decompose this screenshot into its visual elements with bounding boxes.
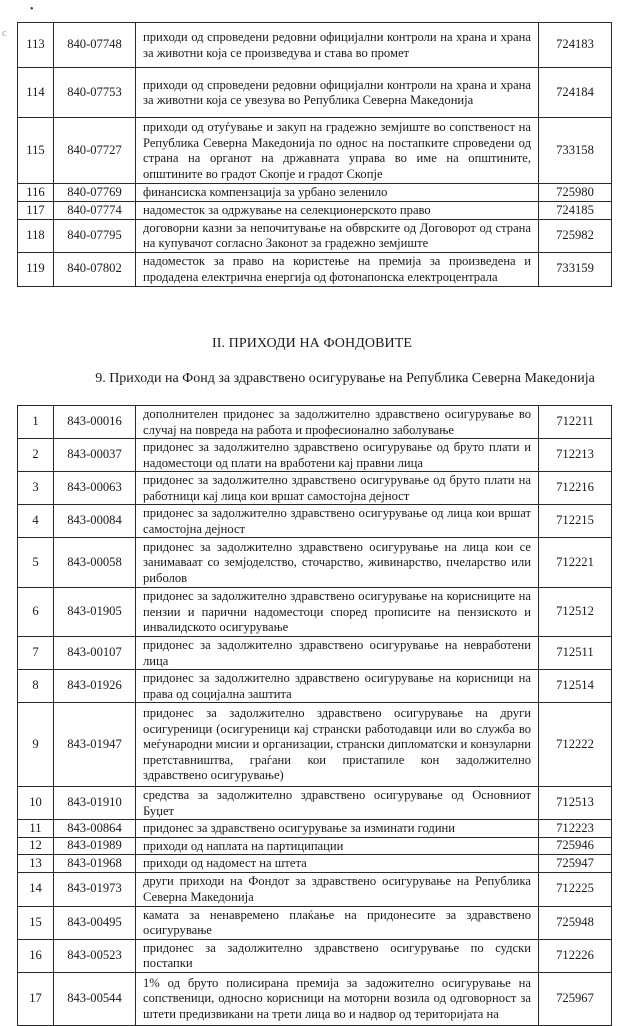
revenue-description: придонес за задолжително здравствено осигурување на корисниците на пензии и парични надоместоци според прописите на пензиското и инвалидското осигурување xyxy=(136,588,539,637)
revenue-code: 843-01973 xyxy=(54,872,136,906)
revenue-description: приходи од наплата на партиципации xyxy=(136,837,539,855)
row-number: 16 xyxy=(18,939,54,972)
revenue-description: други приходи на Фондот за здравствено осигурување на Република Северна Македонија xyxy=(136,872,539,906)
row-number: 119 xyxy=(18,252,54,286)
revenue-description: придонес за задолжително здравствено осигурување на корисници на права од социјална заштита xyxy=(136,670,539,703)
revenue-code: 843-00084 xyxy=(54,505,136,538)
revenue-description: камата за ненавремено плаќање на придонесите за здравствено осигурување xyxy=(136,906,539,939)
revenue-description: приходи од отуѓување и закуп на градежно земјиште во сопственост на Република Северна Македонија по однос на постапките спроведени од страна на органот на државната управа во име на општините, општините во градот Скопје и градот Скопје xyxy=(136,118,539,184)
revenue-code: 843-00058 xyxy=(54,538,136,588)
table-row xyxy=(18,670,612,703)
table-row xyxy=(18,872,612,906)
account-number: 712213 xyxy=(539,439,612,472)
account-number: 724183 xyxy=(539,23,612,68)
row-number: 10 xyxy=(18,787,54,820)
account-number: 725980 xyxy=(539,184,612,202)
revenue-table-continued xyxy=(17,22,612,287)
account-number: 733158 xyxy=(539,118,612,184)
revenue-code: 843-00523 xyxy=(54,939,136,972)
row-number: 12 xyxy=(18,837,54,855)
row-number: 13 xyxy=(18,855,54,873)
revenue-description: придонес за задолжително здравствено осигурување на невработени лица xyxy=(136,637,539,670)
table-row xyxy=(18,588,612,637)
revenue-code: 840-07774 xyxy=(54,202,136,220)
row-number: 117 xyxy=(18,202,54,220)
revenue-description: приходи од спроведени редовни официјални контроли на храна и храна за животни која се произведува и става во промет xyxy=(136,23,539,68)
table-row xyxy=(18,837,612,855)
row-number: 114 xyxy=(18,68,54,118)
row-number: 17 xyxy=(18,972,54,1025)
revenue-description: придонес за задолжително здравствено осигурување од бруто плати на работници кај лица кои вршат самостојна дејност xyxy=(136,472,539,505)
revenue-description: придонес за здравствено осигурување за изминати години xyxy=(136,820,539,838)
account-number: 725947 xyxy=(539,855,612,873)
table-row xyxy=(18,972,612,1025)
page-bullet-mark: • xyxy=(30,4,34,15)
section-subtitle: 9. Приходи на Фонд за здравствено осигурување на Република Северна Македонија xyxy=(95,371,595,386)
account-number: 712513 xyxy=(539,787,612,820)
account-number: 725982 xyxy=(539,219,612,252)
row-number: 2 xyxy=(18,439,54,472)
revenue-description: надоместок за право на користење на премија за произведена и продадена електрична енергија од фотонапонска електроцентрала xyxy=(136,252,539,286)
account-number: 712514 xyxy=(539,670,612,703)
row-number: 14 xyxy=(18,872,54,906)
row-number: 15 xyxy=(18,906,54,939)
table-row xyxy=(18,202,612,220)
account-number: 712223 xyxy=(539,820,612,838)
table-row xyxy=(18,939,612,972)
account-number: 712221 xyxy=(539,538,612,588)
revenue-code: 843-01905 xyxy=(54,588,136,637)
revenue-description: придонес за задолжително здравствено осигурување по судски постапки xyxy=(136,939,539,972)
fund-revenue-table xyxy=(17,405,612,1026)
account-number: 724184 xyxy=(539,68,612,118)
revenue-code: 840-07727 xyxy=(54,118,136,184)
table-row xyxy=(18,820,612,838)
revenue-description: приходи од спроведени редовни официјални контроли на храна и храна за животни која се увезува во Република Северна Македонија xyxy=(136,68,539,118)
account-number: 712511 xyxy=(539,637,612,670)
row-number: 5 xyxy=(18,538,54,588)
revenue-code: 840-07748 xyxy=(54,23,136,68)
revenue-description: 1% од бруто полисирана премија за задожително осигурување на сопственици, односно корисници на моторни возила од одговорност за штети предизвикани на трети лица во и надвор од територијата на xyxy=(136,972,539,1025)
table-row xyxy=(18,906,612,939)
revenue-description: надоместок за одржување на селекционерското право xyxy=(136,202,539,220)
table-row xyxy=(18,68,612,118)
table-row xyxy=(18,787,612,820)
table-body xyxy=(18,406,612,1026)
account-number: 725948 xyxy=(539,906,612,939)
revenue-description: приходи од надомест на штета xyxy=(136,855,539,873)
table-row xyxy=(18,538,612,588)
table-row xyxy=(18,637,612,670)
revenue-code: 843-00016 xyxy=(54,406,136,439)
margin-artifact: c xyxy=(2,28,7,39)
revenue-description: придонес за задолжително здравствено осигурување на лица кои се занимаваат со земјоделство, сточарство, живинарство, пчеларство или риболов xyxy=(136,538,539,588)
table-row xyxy=(18,23,612,68)
section-title: II. ПРИХОДИ НА ФОНДОВИТЕ xyxy=(211,336,413,351)
row-number: 118 xyxy=(18,219,54,252)
account-number: 712215 xyxy=(539,505,612,538)
revenue-description: средства за задолжително здравствено осигурување од Основниот Буџет xyxy=(136,787,539,820)
account-number: 733159 xyxy=(539,252,612,286)
table-row xyxy=(18,472,612,505)
revenue-code: 840-07753 xyxy=(54,68,136,118)
table-row xyxy=(18,505,612,538)
revenue-code: 843-00544 xyxy=(54,972,136,1025)
revenue-code: 843-00495 xyxy=(54,906,136,939)
revenue-code: 843-00037 xyxy=(54,439,136,472)
revenue-description: придонес за задолжително здравствено осигурување од бруто плати и надоместоци од плати на вработени кај правни лица xyxy=(136,439,539,472)
table-row xyxy=(18,406,612,439)
row-number: 11 xyxy=(18,820,54,838)
revenue-description: придонес за задолжително здравствено осигурување на други осигуреници (осигуреници кај странски работодавци или во служба во меѓународни мисии и организации, странски дипломатски и конзуларни претставништва, граѓани кои пристапиле кон задолжително здравствено осигурување) xyxy=(136,703,539,787)
account-number: 712226 xyxy=(539,939,612,972)
table-row xyxy=(18,118,612,184)
table-row xyxy=(18,219,612,252)
account-number: 712512 xyxy=(539,588,612,637)
row-number: 9 xyxy=(18,703,54,787)
account-number: 724185 xyxy=(539,202,612,220)
row-number: 4 xyxy=(18,505,54,538)
row-number: 116 xyxy=(18,184,54,202)
revenue-description: дополнителен придонес за задолжително здравствено осигурување во случај на повреда на работа и професионално заболување xyxy=(136,406,539,439)
account-number: 725946 xyxy=(539,837,612,855)
revenue-code: 843-01968 xyxy=(54,855,136,873)
table-row xyxy=(18,439,612,472)
account-number: 712222 xyxy=(539,703,612,787)
row-number: 113 xyxy=(18,23,54,68)
row-number: 3 xyxy=(18,472,54,505)
table-row xyxy=(18,184,612,202)
revenue-code: 843-01947 xyxy=(54,703,136,787)
revenue-code: 843-00107 xyxy=(54,637,136,670)
row-number: 115 xyxy=(18,118,54,184)
revenue-description: придонес за задолжително здравствено осигурување од лица кои вршат самостојна дејност xyxy=(136,505,539,538)
table-row xyxy=(18,252,612,286)
row-number: 8 xyxy=(18,670,54,703)
revenue-code: 843-00864 xyxy=(54,820,136,838)
table-row xyxy=(18,703,612,787)
account-number: 725967 xyxy=(539,972,612,1025)
revenue-code: 843-01926 xyxy=(54,670,136,703)
revenue-code: 840-07802 xyxy=(54,252,136,286)
row-number: 7 xyxy=(18,637,54,670)
table-row xyxy=(18,855,612,873)
revenue-code: 840-07769 xyxy=(54,184,136,202)
row-number: 6 xyxy=(18,588,54,637)
account-number: 712225 xyxy=(539,872,612,906)
account-number: 712211 xyxy=(539,406,612,439)
revenue-code: 843-01989 xyxy=(54,837,136,855)
revenue-description: финансиска компензација за урбано зеленило xyxy=(136,184,539,202)
account-number: 712216 xyxy=(539,472,612,505)
revenue-code: 843-00063 xyxy=(54,472,136,505)
revenue-code: 840-07795 xyxy=(54,219,136,252)
table-body xyxy=(18,23,612,287)
revenue-code: 843-01910 xyxy=(54,787,136,820)
revenue-description: договорни казни за непочитување на обврските од Договорот од страна на купувачот согласно Законот за градежно земјиште xyxy=(136,219,539,252)
row-number: 1 xyxy=(18,406,54,439)
